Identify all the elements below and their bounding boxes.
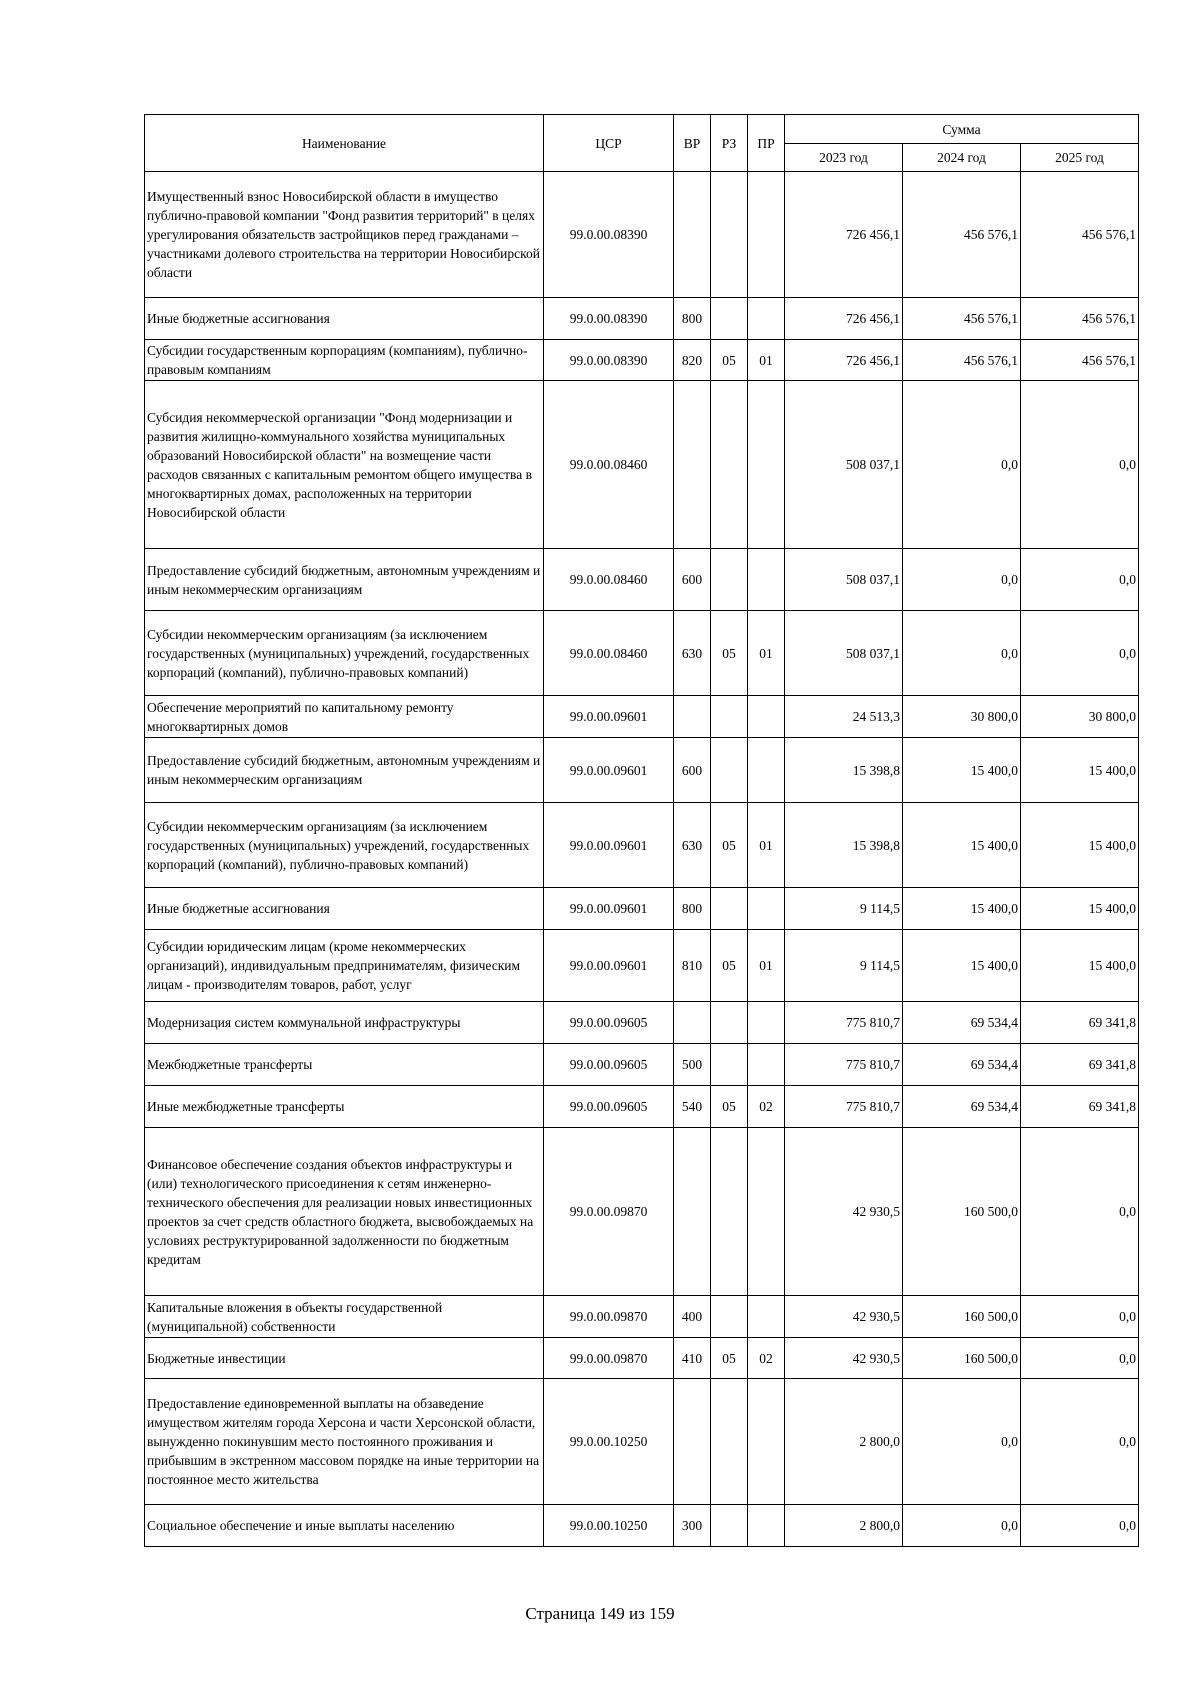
- cell-sum-2024: 15 400,0: [903, 888, 1021, 930]
- cell-rz: [711, 549, 748, 611]
- cell-sum-2024: 0,0: [903, 381, 1021, 549]
- cell-sum-2025: 30 800,0: [1021, 696, 1139, 738]
- cell-pr: [748, 549, 785, 611]
- cell-pr: [748, 696, 785, 738]
- cell-vr: [674, 381, 711, 549]
- cell-sum-2025: 0,0: [1021, 549, 1139, 611]
- cell-name: Субсидии юридическим лицам (кроме некоммерческих организаций), индивидуальным предпринимателям, физическим лицам - производителям товаров, работ, услуг: [145, 930, 544, 1002]
- cell-csr: 99.0.00.10250: [544, 1505, 674, 1547]
- cell-pr: [748, 738, 785, 803]
- cell-pr: [748, 1002, 785, 1044]
- cell-csr: 99.0.00.08390: [544, 172, 674, 298]
- cell-csr: 99.0.00.09870: [544, 1296, 674, 1338]
- table-row: [145, 1128, 1139, 1296]
- cell-sum-2025: 15 400,0: [1021, 888, 1139, 930]
- cell-csr: 99.0.00.08390: [544, 298, 674, 340]
- cell-csr: 99.0.00.09870: [544, 1128, 674, 1296]
- table-row: [145, 381, 1139, 549]
- cell-rz: [711, 888, 748, 930]
- cell-vr: 300: [674, 1505, 711, 1547]
- cell-sum-2024: 15 400,0: [903, 738, 1021, 803]
- cell-sum-2023: 42 930,5: [785, 1296, 903, 1338]
- cell-sum-2024: 69 534,4: [903, 1044, 1021, 1086]
- cell-sum-2024: 0,0: [903, 1505, 1021, 1547]
- table-header: [145, 115, 1139, 172]
- cell-name: Модернизация систем коммунальной инфраструктуры: [145, 1002, 544, 1044]
- cell-sum-2024: 456 576,1: [903, 298, 1021, 340]
- cell-pr: [748, 888, 785, 930]
- cell-sum-2023: 775 810,7: [785, 1044, 903, 1086]
- cell-rz: 05: [711, 1086, 748, 1128]
- cell-vr: 800: [674, 888, 711, 930]
- cell-name: Субсидии некоммерческим организациям (за исключением государственных (муниципальных) учреждений, государственных корпораций (компаний), публично-правовых компаний): [145, 803, 544, 888]
- table-row: [145, 611, 1139, 696]
- cell-sum-2025: 0,0: [1021, 1379, 1139, 1505]
- cell-vr: 630: [674, 611, 711, 696]
- table-row: [145, 1338, 1139, 1379]
- cell-csr: 99.0.00.09605: [544, 1044, 674, 1086]
- cell-name: Субсидия некоммерческой организации "Фонд модернизации и развития жилищно-коммунального хозяйства муниципальных образований Новосибирской области" на возмещение части расходов связанных с капитальным ремонтом общего имущества в многоквартирных домах, расположенных на территории Новосибирской области: [145, 381, 544, 549]
- cell-csr: 99.0.00.10250: [544, 1379, 674, 1505]
- table-row: [145, 549, 1139, 611]
- cell-sum-2025: 456 576,1: [1021, 298, 1139, 340]
- cell-sum-2023: 726 456,1: [785, 340, 903, 381]
- cell-sum-2025: 0,0: [1021, 1128, 1139, 1296]
- table-row: [145, 1002, 1139, 1044]
- header-year-2025: 2025 год: [1021, 144, 1139, 172]
- budget-table: [144, 114, 1139, 1547]
- cell-rz: 05: [711, 930, 748, 1002]
- cell-name: Предоставление субсидий бюджетным, автономным учреждениям и иным некоммерческим организациям: [145, 549, 544, 611]
- cell-csr: 99.0.00.09601: [544, 696, 674, 738]
- cell-sum-2024: 15 400,0: [903, 803, 1021, 888]
- cell-vr: 500: [674, 1044, 711, 1086]
- cell-name: Бюджетные инвестиции: [145, 1338, 544, 1379]
- cell-vr: [674, 696, 711, 738]
- cell-csr: 99.0.00.08460: [544, 381, 674, 549]
- cell-sum-2025: 69 341,8: [1021, 1002, 1139, 1044]
- header-vr: ВР: [674, 115, 711, 172]
- cell-csr: 99.0.00.09870: [544, 1338, 674, 1379]
- cell-sum-2023: 15 398,8: [785, 738, 903, 803]
- cell-sum-2023: 9 114,5: [785, 930, 903, 1002]
- cell-name: Иные межбюджетные трансферты: [145, 1086, 544, 1128]
- cell-pr: 02: [748, 1338, 785, 1379]
- cell-sum-2024: 160 500,0: [903, 1296, 1021, 1338]
- cell-sum-2024: 456 576,1: [903, 172, 1021, 298]
- cell-vr: 600: [674, 738, 711, 803]
- cell-rz: [711, 1296, 748, 1338]
- cell-rz: [711, 298, 748, 340]
- cell-vr: 400: [674, 1296, 711, 1338]
- cell-sum-2023: 2 800,0: [785, 1379, 903, 1505]
- cell-name: Обеспечение мероприятий по капитальному ремонту многоквартирных домов: [145, 696, 544, 738]
- cell-rz: 05: [711, 611, 748, 696]
- cell-sum-2024: 160 500,0: [903, 1128, 1021, 1296]
- table-row: [145, 888, 1139, 930]
- cell-sum-2023: 42 930,5: [785, 1338, 903, 1379]
- cell-pr: [748, 381, 785, 549]
- cell-sum-2025: 456 576,1: [1021, 172, 1139, 298]
- cell-rz: [711, 1505, 748, 1547]
- cell-vr: 800: [674, 298, 711, 340]
- header-year-2024: 2024 год: [903, 144, 1021, 172]
- cell-csr: 99.0.00.09601: [544, 888, 674, 930]
- cell-pr: [748, 1296, 785, 1338]
- cell-name: Социальное обеспечение и иные выплаты населению: [145, 1505, 544, 1547]
- cell-sum-2024: 0,0: [903, 1379, 1021, 1505]
- cell-pr: 01: [748, 803, 785, 888]
- cell-sum-2023: 775 810,7: [785, 1002, 903, 1044]
- cell-sum-2025: 0,0: [1021, 381, 1139, 549]
- cell-sum-2023: 2 800,0: [785, 1505, 903, 1547]
- header-pr: ПР: [748, 115, 785, 172]
- cell-csr: 99.0.00.08460: [544, 611, 674, 696]
- cell-rz: 05: [711, 803, 748, 888]
- cell-name: Имущественный взнос Новосибирской области в имущество публично-правовой компании "Фонд развития территорий" в целях урегулирования обязательств застройщиков перед гражданами – участниками долевого строительства на территории Новосибирской области: [145, 172, 544, 298]
- cell-name: Субсидии некоммерческим организациям (за исключением государственных (муниципальных) учреждений, государственных корпораций (компаний), публично-правовых компаний): [145, 611, 544, 696]
- table-row: [145, 1379, 1139, 1505]
- cell-name: Финансовое обеспечение создания объектов инфраструктуры и (или) технологического присоединения к сетям инженерно-технического обеспечения для реализации новых инвестиционных проектов за счет средств областного бюджета, высвобождаемых на условиях реструктурированной задолженности по бюджетным кредитам: [145, 1128, 544, 1296]
- cell-name: Капитальные вложения в объекты государственной (муниципальной) собственности: [145, 1296, 544, 1338]
- cell-sum-2025: 15 400,0: [1021, 738, 1139, 803]
- page-number: Страница 149 из 159: [525, 1604, 675, 1623]
- cell-pr: [748, 1379, 785, 1505]
- cell-rz: [711, 1379, 748, 1505]
- header-sum: Сумма: [785, 115, 1139, 144]
- cell-sum-2024: 456 576,1: [903, 340, 1021, 381]
- cell-sum-2024: 0,0: [903, 549, 1021, 611]
- cell-vr: 600: [674, 549, 711, 611]
- table-row: [145, 298, 1139, 340]
- cell-sum-2024: 160 500,0: [903, 1338, 1021, 1379]
- header-year-2023: 2023 год: [785, 144, 903, 172]
- cell-sum-2024: 30 800,0: [903, 696, 1021, 738]
- cell-sum-2023: 726 456,1: [785, 298, 903, 340]
- header-rz: РЗ: [711, 115, 748, 172]
- cell-vr: 410: [674, 1338, 711, 1379]
- cell-rz: 05: [711, 1338, 748, 1379]
- cell-sum-2023: 24 513,3: [785, 696, 903, 738]
- cell-rz: [711, 1002, 748, 1044]
- header-name: Наименование: [145, 115, 544, 172]
- header-csr: ЦСР: [544, 115, 674, 172]
- cell-csr: 99.0.00.09601: [544, 738, 674, 803]
- table-row: [145, 930, 1139, 1002]
- cell-sum-2025: 69 341,8: [1021, 1086, 1139, 1128]
- cell-csr: 99.0.00.09601: [544, 803, 674, 888]
- cell-csr: 99.0.00.09601: [544, 930, 674, 1002]
- cell-sum-2025: 15 400,0: [1021, 803, 1139, 888]
- table-row: [145, 1086, 1139, 1128]
- cell-sum-2025: 456 576,1: [1021, 340, 1139, 381]
- cell-vr: [674, 1128, 711, 1296]
- cell-name: Межбюджетные трансферты: [145, 1044, 544, 1086]
- cell-rz: [711, 381, 748, 549]
- cell-csr: 99.0.00.09605: [544, 1086, 674, 1128]
- cell-sum-2023: 42 930,5: [785, 1128, 903, 1296]
- cell-name: Иные бюджетные ассигнования: [145, 888, 544, 930]
- table-row: [145, 803, 1139, 888]
- cell-name: Предоставление единовременной выплаты на обзаведение имуществом жителям города Херсона и части Херсонской области, вынужденно покинувшим место постоянного проживания и прибывшим в экстренном массовом порядке на иные территории на постоянное место жительства: [145, 1379, 544, 1505]
- table-row: [145, 696, 1139, 738]
- table-body: [145, 172, 1139, 1547]
- cell-sum-2024: 69 534,4: [903, 1002, 1021, 1044]
- cell-sum-2023: 508 037,1: [785, 549, 903, 611]
- cell-sum-2023: 726 456,1: [785, 172, 903, 298]
- cell-sum-2025: 0,0: [1021, 611, 1139, 696]
- cell-sum-2024: 69 534,4: [903, 1086, 1021, 1128]
- cell-rz: [711, 738, 748, 803]
- cell-sum-2025: 15 400,0: [1021, 930, 1139, 1002]
- cell-sum-2024: 0,0: [903, 611, 1021, 696]
- cell-sum-2023: 15 398,8: [785, 803, 903, 888]
- cell-vr: 820: [674, 340, 711, 381]
- cell-pr: [748, 172, 785, 298]
- cell-rz: [711, 1044, 748, 1086]
- table-row: [145, 1505, 1139, 1547]
- cell-pr: 01: [748, 340, 785, 381]
- table-row: [145, 1296, 1139, 1338]
- cell-vr: [674, 1379, 711, 1505]
- cell-csr: 99.0.00.08460: [544, 549, 674, 611]
- cell-rz: [711, 1128, 748, 1296]
- cell-vr: [674, 172, 711, 298]
- cell-pr: [748, 1044, 785, 1086]
- cell-sum-2023: 508 037,1: [785, 611, 903, 696]
- cell-sum-2025: 0,0: [1021, 1505, 1139, 1547]
- cell-pr: 02: [748, 1086, 785, 1128]
- cell-pr: [748, 1505, 785, 1547]
- table-row: [145, 340, 1139, 381]
- cell-sum-2025: 0,0: [1021, 1296, 1139, 1338]
- cell-rz: [711, 696, 748, 738]
- cell-pr: [748, 1128, 785, 1296]
- cell-pr: 01: [748, 611, 785, 696]
- table-row: [145, 1044, 1139, 1086]
- cell-csr: 99.0.00.08390: [544, 340, 674, 381]
- cell-sum-2023: 775 810,7: [785, 1086, 903, 1128]
- cell-vr: 540: [674, 1086, 711, 1128]
- cell-vr: 810: [674, 930, 711, 1002]
- cell-rz: 05: [711, 340, 748, 381]
- cell-name: Субсидии государственным корпорациям (компаниям), публично-правовым компаниям: [145, 340, 544, 381]
- cell-name: Иные бюджетные ассигнования: [145, 298, 544, 340]
- cell-vr: [674, 1002, 711, 1044]
- cell-pr: [748, 298, 785, 340]
- cell-sum-2023: 9 114,5: [785, 888, 903, 930]
- cell-vr: 630: [674, 803, 711, 888]
- cell-pr: 01: [748, 930, 785, 1002]
- cell-name: Предоставление субсидий бюджетным, автономным учреждениям и иным некоммерческим организациям: [145, 738, 544, 803]
- cell-sum-2023: 508 037,1: [785, 381, 903, 549]
- cell-rz: [711, 172, 748, 298]
- table-row: [145, 172, 1139, 298]
- cell-sum-2025: 0,0: [1021, 1338, 1139, 1379]
- cell-csr: 99.0.00.09605: [544, 1002, 674, 1044]
- cell-sum-2024: 15 400,0: [903, 930, 1021, 1002]
- table-row: [145, 738, 1139, 803]
- cell-sum-2025: 69 341,8: [1021, 1044, 1139, 1086]
